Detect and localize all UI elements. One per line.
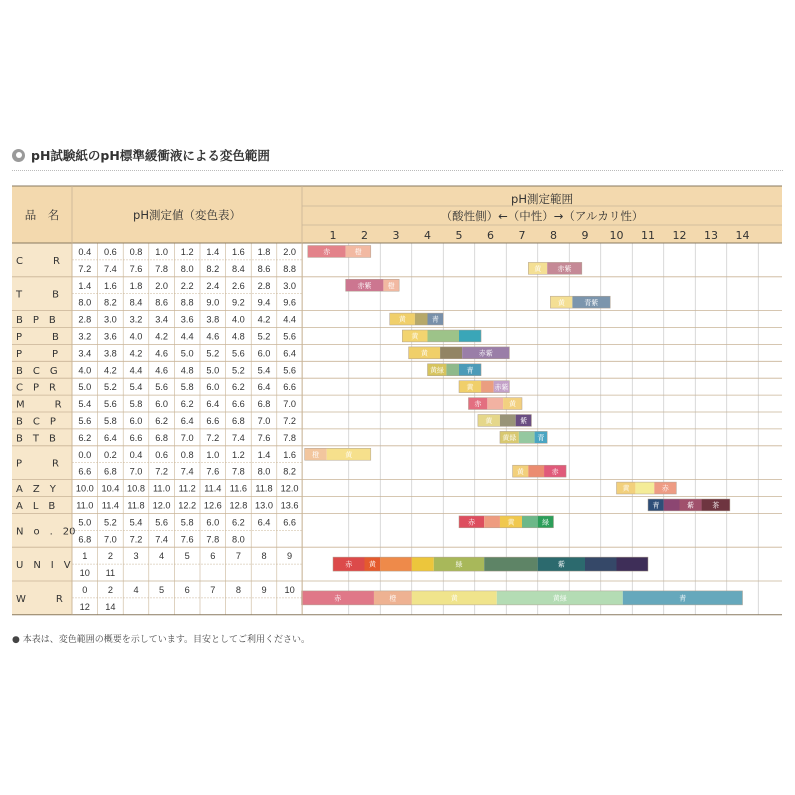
color-label: 紫 <box>557 560 565 569</box>
color-segment <box>412 557 434 571</box>
color-segment <box>519 431 535 443</box>
color-segment <box>487 398 503 410</box>
ph-value: 6.4 <box>283 348 296 359</box>
ph-value: 3.4 <box>155 314 168 325</box>
ph-value: 6.4 <box>257 517 271 528</box>
ph-value: 4.8 <box>180 365 194 376</box>
ph-value: 6.4 <box>206 399 220 410</box>
ph-value: 7.0 <box>104 534 117 545</box>
ph-value: 11.4 <box>101 500 120 511</box>
color-label: 黄 <box>450 594 458 603</box>
ph-value: 4.8 <box>232 331 245 342</box>
ph-value: 1.2 <box>232 449 245 460</box>
product-name: N o . 20 <box>16 526 76 538</box>
color-segment <box>484 516 500 528</box>
ph-value: 3.6 <box>104 331 117 342</box>
ph-value: 4.6 <box>155 365 168 376</box>
ph-value: 6.8 <box>232 416 245 426</box>
axis-tick-label: 2 <box>361 229 368 242</box>
color-label: 黄 <box>516 467 524 476</box>
ph-value: 5.8 <box>180 517 194 528</box>
product-name: B C P <box>16 416 56 428</box>
ph-value: 8.2 <box>206 263 220 274</box>
color-label: 黄 <box>345 450 353 459</box>
ph-value: 7.2 <box>155 466 168 477</box>
ph-value: 2 <box>107 585 113 595</box>
ph-value: 6.6 <box>206 416 220 426</box>
color-label: 黄 <box>509 400 517 409</box>
color-label: 橙 <box>312 450 320 459</box>
ph-value: 11 <box>105 568 116 579</box>
product-name: T B <box>16 289 59 301</box>
ph-value: 8.0 <box>78 297 92 308</box>
ph-value: 7.8 <box>155 263 168 274</box>
ph-value: 11.4 <box>204 483 222 494</box>
ph-value: 1.4 <box>78 280 92 291</box>
color-segment <box>428 330 460 342</box>
product-name: P R <box>16 458 59 470</box>
axis-tick-label: 13 <box>704 229 718 242</box>
color-segment <box>481 381 494 393</box>
ph-value: 0.0 <box>78 449 92 460</box>
ph-value: 7.2 <box>206 432 220 443</box>
ph-value: 0 <box>82 585 88 595</box>
header-values: pH測定値（変色表） <box>133 208 241 222</box>
ph-value: 2.0 <box>283 247 296 257</box>
ph-value: 1.8 <box>257 247 271 257</box>
product-name: W R <box>16 593 63 605</box>
ph-value: 3.8 <box>206 314 220 325</box>
ph-value: 1.0 <box>206 449 220 460</box>
ph-value: 8.2 <box>283 466 296 477</box>
ph-value: 5.2 <box>104 382 117 393</box>
ph-value: 7 <box>235 551 241 562</box>
ph-value: 6.6 <box>78 466 92 477</box>
ph-value: 6.6 <box>283 517 296 528</box>
ph-value: 5.4 <box>78 399 92 410</box>
ph-value: 5.6 <box>155 517 168 528</box>
ph-value: 6.2 <box>180 399 194 410</box>
ph-value: 5.6 <box>232 348 245 359</box>
ph-value: 4.2 <box>257 314 271 325</box>
ph-value: 7.6 <box>206 466 220 477</box>
ph-value: 5.8 <box>129 399 143 410</box>
header-range-title: pH測定範囲 <box>511 192 573 206</box>
ph-value: 6.0 <box>155 399 168 410</box>
ph-value: 8.0 <box>232 534 245 545</box>
color-label: 黄緑 <box>552 594 567 603</box>
color-label: 赤 <box>551 467 559 476</box>
ph-value: 5.0 <box>78 517 92 528</box>
ph-value: 4.2 <box>129 348 143 359</box>
ph-value: 0.6 <box>155 449 168 460</box>
color-label: 赤 <box>323 248 331 257</box>
ph-value: 2.0 <box>155 280 168 291</box>
ph-value: 14 <box>105 601 116 612</box>
ph-value: 6.0 <box>129 416 143 426</box>
ph-value: 5.8 <box>104 416 117 426</box>
color-label: 紫 <box>687 501 695 510</box>
axis-tick-label: 11 <box>641 229 655 242</box>
ph-value: 7.0 <box>180 432 194 443</box>
ph-value: 0.8 <box>129 247 143 257</box>
color-segment <box>459 330 481 342</box>
ph-value: 11.0 <box>76 500 94 511</box>
ph-value: 0.4 <box>78 247 92 257</box>
ph-value: 5.2 <box>104 517 117 528</box>
color-label: 黄 <box>507 518 515 527</box>
color-label: 黄 <box>557 298 565 307</box>
product-name: C R <box>16 255 60 267</box>
ph-value: 6.6 <box>283 382 296 393</box>
ph-value: 6.0 <box>206 382 220 393</box>
ph-value: 7.2 <box>283 416 296 426</box>
ph-value: 6.2 <box>78 432 92 443</box>
ph-value: 9.4 <box>257 297 271 308</box>
product-name: A L B <box>16 500 56 512</box>
ph-value: 1.4 <box>257 449 271 460</box>
ph-value: 5.6 <box>283 365 296 376</box>
color-label: 橙 <box>387 281 395 290</box>
ph-value: 12.8 <box>229 500 248 511</box>
ph-value: 10 <box>284 585 295 595</box>
color-label: 青 <box>431 315 439 324</box>
ph-value: 7.4 <box>155 534 168 545</box>
color-segment <box>528 465 544 477</box>
ph-value: 6.4 <box>104 432 117 443</box>
ph-value: 5.2 <box>257 331 271 342</box>
product-name: U N I V <box>16 560 71 572</box>
color-label: 黄 <box>420 349 428 358</box>
color-label: 赤紫 <box>357 281 372 290</box>
color-label: 青 <box>679 594 687 603</box>
ph-value: 7.2 <box>129 534 143 545</box>
axis-tick-label: 1 <box>329 229 337 242</box>
ph-value: 8.8 <box>180 297 194 308</box>
color-label: 赤紫 <box>494 383 509 392</box>
ph-value: 4.0 <box>232 314 245 325</box>
ph-value: 1 <box>82 551 88 562</box>
ph-value: 5.6 <box>104 399 117 410</box>
header-range-sub: （酸性側）←（中性）→（アルカリ性） <box>440 209 644 223</box>
color-label: 赤 <box>474 400 482 409</box>
ph-value: 11.0 <box>152 483 171 494</box>
ph-value: 2.2 <box>180 280 194 291</box>
color-label: 黄 <box>398 315 406 324</box>
ph-value: 13.0 <box>255 500 273 511</box>
ph-value: 5 <box>159 585 165 595</box>
ph-value: 4.2 <box>104 365 117 376</box>
ph-value: 0.4 <box>129 449 143 460</box>
ph-value: 5 <box>184 551 190 562</box>
color-label: 緑 <box>455 560 463 569</box>
axis-tick-label: 4 <box>424 229 431 242</box>
color-label: 青 <box>466 366 474 375</box>
ph-value: 4.0 <box>78 365 92 376</box>
color-label: 赤 <box>661 484 669 493</box>
ph-value: 2 <box>107 551 113 562</box>
ph-value: 7.0 <box>129 466 143 477</box>
ph-value: 6.4 <box>180 416 194 426</box>
ph-value: 1.6 <box>232 247 245 257</box>
color-label: 橙 <box>389 594 397 603</box>
product-name: M R <box>16 399 62 411</box>
color-label: 黄緑 <box>502 433 517 442</box>
ph-value: 9 <box>261 585 267 595</box>
color-label: 橙 <box>354 248 362 257</box>
ph-value: 5.4 <box>129 382 143 393</box>
ph-value: 1.6 <box>104 280 117 291</box>
ph-value: 7.0 <box>283 399 296 410</box>
ph-value: 6.2 <box>232 517 245 528</box>
ph-value: 8.4 <box>129 297 143 308</box>
ph-value: 6.0 <box>257 348 271 359</box>
axis-tick-label: 3 <box>392 229 400 242</box>
ph-value: 7 <box>210 585 216 595</box>
color-segment <box>617 557 649 571</box>
ph-value: 7.4 <box>104 263 117 274</box>
color-label: 黄 <box>368 560 376 569</box>
header-name: 品 名 <box>24 208 60 222</box>
ph-value: 7.8 <box>232 466 245 477</box>
ph-value: 5.8 <box>180 382 194 393</box>
axis-tick-label: 10 <box>609 229 624 242</box>
ph-value: 3.0 <box>104 314 117 325</box>
ph-value: 8.8 <box>283 263 296 274</box>
ph-value: 6.0 <box>206 517 220 528</box>
color-label: 青 <box>537 433 545 442</box>
product-name: A Z Y <box>16 484 56 496</box>
ph-value: 11.8 <box>255 483 273 494</box>
ph-value: 4.6 <box>155 348 168 359</box>
color-label: 赤紫 <box>478 349 493 358</box>
ph-value: 5.6 <box>78 416 92 426</box>
color-label: 青 <box>652 501 660 510</box>
ph-value: 10.4 <box>101 483 120 494</box>
ph-value: 3.6 <box>180 314 194 325</box>
ph-value: 7.6 <box>257 432 271 443</box>
ph-value: 1.8 <box>129 280 143 291</box>
ph-value: 6.2 <box>155 416 168 426</box>
ph-value: 5.0 <box>78 382 92 393</box>
ph-value: 4.4 <box>180 331 194 342</box>
axis-tick-label: 7 <box>518 229 526 242</box>
color-label: 黄 <box>534 264 542 273</box>
ph-value: 5.2 <box>232 365 245 376</box>
ph-value: 6.8 <box>104 466 117 477</box>
ph-value: 10.8 <box>127 483 145 494</box>
ph-value: 11.2 <box>178 483 196 494</box>
ph-value: 3.8 <box>104 348 117 359</box>
color-label: 赤紫 <box>557 264 572 273</box>
ph-value: 3 <box>133 551 139 562</box>
ph-value: 6.8 <box>155 432 168 443</box>
axis-tick-label: 14 <box>735 229 750 242</box>
ph-value: 5.6 <box>283 331 296 342</box>
axis-tick-label: 5 <box>455 229 463 242</box>
ph-value: 5.2 <box>206 348 220 359</box>
ph-value: 1.2 <box>180 247 194 257</box>
ph-value: 0.2 <box>104 449 117 460</box>
product-name: B P B <box>16 315 56 327</box>
ph-value: 5.6 <box>155 382 168 393</box>
ph-value: 4.0 <box>129 331 143 342</box>
ph-value: 4 <box>159 551 165 562</box>
color-label: 黄 <box>411 332 419 341</box>
ph-value: 8.0 <box>180 263 194 274</box>
axis-tick-label: 8 <box>550 229 557 242</box>
product-name: B T B <box>16 433 56 445</box>
ph-value: 1.6 <box>283 449 296 460</box>
color-segment <box>585 557 617 571</box>
color-label: 赤 <box>345 560 353 569</box>
title-text: pH試験紙のpH標準緩衝液による変色範囲 <box>31 148 270 163</box>
ph-value: 8 <box>261 551 267 562</box>
ph-value: 4.4 <box>129 365 143 376</box>
ph-value: 5.0 <box>206 365 220 376</box>
ph-value: 5.4 <box>129 517 143 528</box>
ph-value: 1.0 <box>155 247 168 257</box>
ph-value: 8 <box>235 585 241 595</box>
ph-value: 12.0 <box>280 483 299 494</box>
color-label: 茶 <box>712 501 720 510</box>
axis-tick-label: 12 <box>672 229 687 242</box>
ph-value: 8.0 <box>257 466 271 477</box>
ph-value: 2.4 <box>206 280 220 291</box>
ph-value: 11.6 <box>229 483 248 494</box>
ph-value: 4.6 <box>206 331 220 342</box>
color-label: 青紫 <box>584 298 599 307</box>
color-segment <box>500 415 516 427</box>
product-name: P P <box>16 348 59 360</box>
ph-value: 7.6 <box>180 534 194 545</box>
color-segment <box>380 557 412 571</box>
ph-value: 7.2 <box>78 263 92 274</box>
color-segment <box>635 482 654 494</box>
ph-value: 7.0 <box>257 416 271 426</box>
axis-tick-label: 6 <box>487 229 494 242</box>
ph-value: 6.8 <box>78 534 92 545</box>
color-label: 紫 <box>520 417 528 426</box>
ph-value: 1.4 <box>206 247 220 257</box>
ph-value: 9.6 <box>283 297 296 308</box>
ph-value: 4.2 <box>155 331 168 342</box>
ph-value: 8.2 <box>104 297 117 308</box>
ph-value: 6.6 <box>129 432 143 443</box>
ph-value: 2.6 <box>232 280 245 291</box>
ph-value: 4 <box>133 585 139 595</box>
ph-value: 4.4 <box>283 314 296 325</box>
color-label: 赤 <box>468 518 476 527</box>
color-segment <box>484 557 538 571</box>
ph-value: 12 <box>79 601 90 612</box>
color-segment <box>664 499 680 511</box>
ph-value: 3.2 <box>129 314 143 325</box>
ph-value: 9.2 <box>232 297 245 308</box>
color-segment <box>440 347 462 359</box>
color-label: 赤 <box>334 594 342 603</box>
ph-value: 12.6 <box>203 500 222 511</box>
product-name: P B <box>16 331 59 343</box>
ph-value: 11.8 <box>127 500 145 511</box>
ph-value: 7.4 <box>180 466 194 477</box>
color-segment <box>446 364 459 376</box>
ph-value: 9.0 <box>206 297 220 308</box>
ph-value: 5.0 <box>180 348 194 359</box>
color-label: 黄緑 <box>429 366 444 375</box>
footnote: ● 本表は、変色範囲の概要を示しています。目安としてご利用ください。 <box>12 635 310 645</box>
ph-value: 9 <box>287 551 293 562</box>
ph-value: 8.4 <box>232 263 245 274</box>
ph-value: 0.8 <box>180 449 194 460</box>
ph-value: 7.8 <box>283 432 296 443</box>
product-name: C P R <box>16 382 56 394</box>
ph-value: 2.8 <box>78 314 92 325</box>
ph-value: 12.0 <box>152 500 171 511</box>
color-label: 黄 <box>485 417 493 426</box>
axis-tick-label: 9 <box>581 229 589 242</box>
ph-value: 6 <box>210 551 216 562</box>
ph-value: 0.6 <box>104 247 117 257</box>
ph-value: 3.0 <box>283 280 296 291</box>
color-label: 黄 <box>622 484 630 493</box>
ph-value: 5.4 <box>257 365 271 376</box>
ph-value: 6.2 <box>232 382 245 393</box>
color-label: 黄 <box>466 383 474 392</box>
ph-value: 7.4 <box>232 432 245 443</box>
color-segment <box>415 313 428 325</box>
ph-value: 8.6 <box>257 263 271 274</box>
ph-value: 6 <box>184 585 190 595</box>
ph-value: 6.4 <box>257 382 271 393</box>
ph-value: 10 <box>79 568 90 579</box>
ph-value: 3.4 <box>78 348 92 359</box>
ph-value: 2.8 <box>257 280 271 291</box>
ph-value: 13.6 <box>280 500 299 511</box>
ph-value: 7.6 <box>129 263 143 274</box>
ph-value: 3.2 <box>78 331 92 342</box>
color-label: 緑 <box>542 518 550 527</box>
ph-value: 7.8 <box>206 534 220 545</box>
ph-value: 8.6 <box>155 297 168 308</box>
ph-value: 6.6 <box>232 399 245 410</box>
ph-value: 10.0 <box>75 483 94 494</box>
color-segment <box>522 516 538 528</box>
product-name: B C G <box>16 365 58 377</box>
ph-value: 12.2 <box>178 500 197 511</box>
ph-value: 6.8 <box>257 399 271 410</box>
